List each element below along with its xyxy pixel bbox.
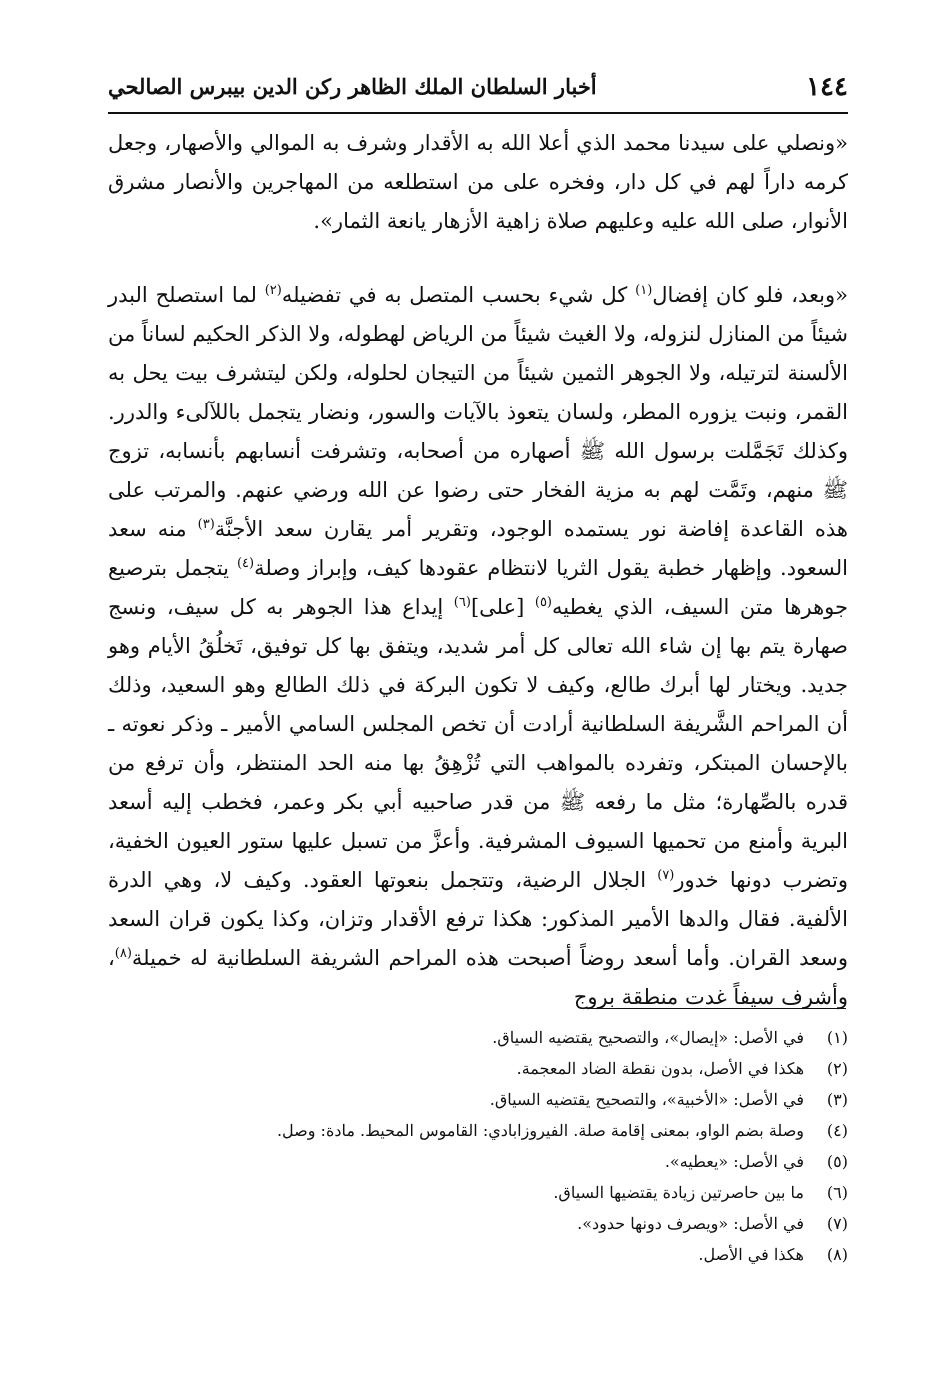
- footnote-marker: (٧): [657, 868, 675, 883]
- footnote-marker: (١): [635, 283, 653, 298]
- page-header: [108, 68, 848, 108]
- footnotes: [108, 1022, 848, 1270]
- body-text-run: «وبعد، فلو كان إفضال: [652, 283, 848, 307]
- footnote-marker: (٦): [453, 595, 471, 610]
- footnote-number: (٧): [826, 1214, 848, 1233]
- footnote-text: هكذا في الأصل.: [698, 1245, 804, 1264]
- body-text-run: إيداع هذا الجوهر به كل سيف، ونسج صهارة يتم بها إن شاء الله تعالى كل أمر شديد، ويتفق بها كل توفيق، تَخلُقُ الأيام وهو جديد. ويختار لها أبرك طالع، وكيف لا تكون البركة في ذلك الطالع وهو السعيد، وذلك أن المراحم الشَّريفة السلطانية أرادت أن تخص المجلس السامي الأمير ـ وذكر نعوته ـ بالإحسان المبتكر، وتفرده بالمواهب التي تُزْهِقُ بها منه الحد المنتظر، وأن ترفع من قدره بالصِّهارة؛ مثل ما رفعه ﷺ من قدر صاحبيه أبي بكر وعمر، فخطب إليه أسعد البرية وأمنع من تحميها السيوف المشرفية. وأعزَّ من تسبل عليها ستور العيون الخفية، وتضرب دونها خدور: [108, 595, 849, 892]
- footnote-number: (٥): [826, 1152, 848, 1171]
- footnote-marker: (٤): [236, 556, 255, 571]
- footnote-text: في الأصل: «إيصال»، والتصحيح يقتضيه السياق.: [492, 1028, 804, 1047]
- footnote-text: هكذا في الأصل، بدون نقطة الضاد المعجمة.: [516, 1059, 804, 1078]
- footnote-text: ما بين حاصرتين زيادة يقتضيها السياق.: [553, 1183, 804, 1202]
- running-title: أخبار السلطان الملك الظاهر ركن الدين بيبرس الصالحي: [108, 74, 597, 99]
- footnote-text: في الأصل: «ويصرف دونها حدود».: [577, 1214, 804, 1233]
- footnote: [108, 1239, 848, 1270]
- footnote-number: (٣): [826, 1090, 848, 1109]
- footnote-text: وصلة بضم الواو، بمعنى إقامة صلة. الفيروزابادي: القاموس المحيط. مادة: وصل.: [276, 1121, 804, 1140]
- body-text-run: الجلال الرضية، وتتجمل بنعوتها العقود. وكيف لا، وهي الدرة الألفية. فقال والدها الأمير المذكور: هكذا ترفع الأقدار وتزان، وكذا يكون قران السعد وسعد القران. وأما أسعد روضاً أصبحت هذه المراحم الشريفة السلطانية له خميلة: [108, 868, 848, 970]
- header-rule: [108, 112, 848, 114]
- paragraph: «ونصلي على سيدنا محمد الذي أعلا الله به الأقدار وشرف به الموالي والأصهار، وجعل كرمه داراً لهم في كل دار، وفخره على من استطلعه من المهاجرين والأنصار مشرق الأنوار، صلى الله عليه وعليهم صلاة زاهية الأزهار يانعة الثمار».: [108, 131, 848, 233]
- footnote-number: (٢): [826, 1059, 848, 1078]
- footnote: [108, 1084, 848, 1115]
- body-text-run: كل شيء بحسب المتصل به في تفضيله: [281, 283, 636, 307]
- footnote: [108, 1022, 848, 1053]
- footnote: [108, 1146, 848, 1177]
- footnote-rule: [588, 1008, 846, 1009]
- footnote-marker: (٣): [197, 517, 215, 532]
- footnote-number: (٤): [826, 1121, 848, 1140]
- body-text-run: ، وأشرف سيفاً غدت منطقة بروج: [108, 946, 848, 1009]
- footnote-number: (١): [826, 1028, 848, 1047]
- body-text-run: لما استصلح البدر شيئاً من المنازل لنزوله، ولا الغيث شيئاً من الرياض لهطوله، ولا الذكر الحكيم لساناً من الألسنة لترتيله، ولا الجوهر الثمين شيئاً من التيجان لحلوله، ولكن ليتشرف بيت يحل به القمر، ونبت يزوره المطر، ولسان يتعوذ بالآيات والسور، ونضار يتجمل باللآلىء والدرر. وكذلك تَجَمَّلت برسول الله ﷺ أصهاره من أصحابه، وتشرفت أنسابهم بأنسابه، تزوج ﷺ منهم، وتَمَّت لهم به مزية الفخار حتى رضوا عن الله ورضي عنهم. والمرتب على هذه القاعدة إفاضة نور يستمده الوجود، وتقرير أمر يقارن سعد الأجنَّة: [108, 283, 848, 541]
- footnote-number: (٦): [826, 1183, 848, 1202]
- footnote: [108, 1208, 848, 1239]
- footnote-text: في الأصل: «الأخبية»، والتصحيح يقتضيه السياق.: [489, 1090, 804, 1109]
- footnote: [108, 1177, 848, 1208]
- footnote: [108, 1053, 848, 1084]
- footnote: [108, 1115, 848, 1146]
- footnote-marker: (٥): [534, 595, 552, 610]
- body-text-run: يتجمل بترصيع جوهرها متن السيف، الذي يغطيه: [108, 556, 848, 619]
- body-text-run: منه سعد السعود. وإظهار خطبة يقول الثريا لانتظام عقودها كيف، وإبراز وصلة: [108, 517, 849, 580]
- footnote-text: في الأصل: «يعطيه».: [664, 1152, 804, 1171]
- body-text: [108, 124, 848, 1017]
- body-text-run: [على]: [470, 595, 535, 619]
- footnote-marker: (٢): [264, 283, 282, 298]
- paragraph: [108, 276, 848, 1017]
- page-number: ١٤٤: [806, 72, 848, 102]
- footnote-number: (٨): [826, 1245, 848, 1264]
- footnote-marker: (٨): [114, 946, 132, 961]
